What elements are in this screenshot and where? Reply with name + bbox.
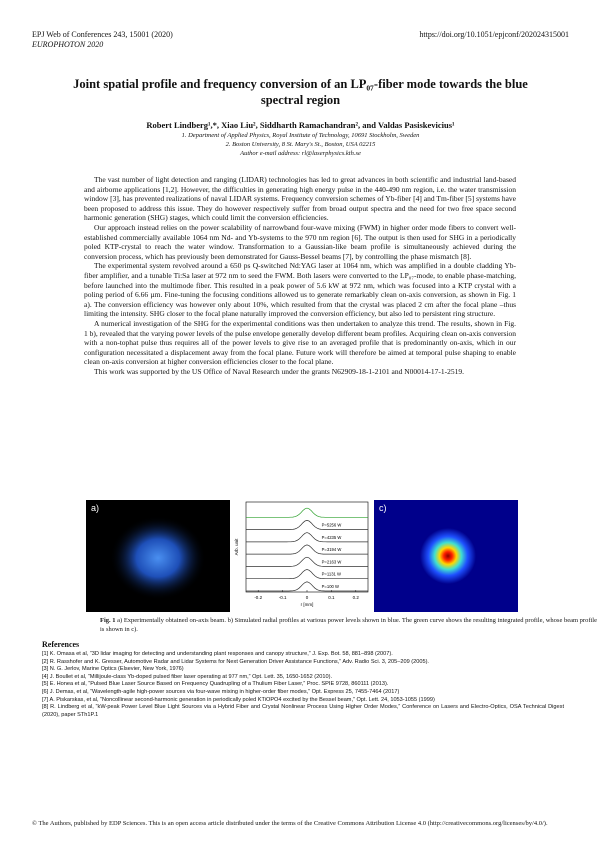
reference: [4] J. Boullet et al, “Millijoule-class Yb-doped pulsed fiber laser operating at 977 nm,” Opt. Lett. 35, 1650-1652 (2010). — [42, 673, 333, 680]
affiliations — [40, 131, 561, 158]
series-label: P=4235 W — [321, 534, 342, 540]
profile-line — [246, 557, 368, 566]
panel-b-radial-profiles — [220, 500, 372, 612]
reference: [7] A. Piskarskas, et al, “Noncollinear second-harmonic generation in periodically poled KTiOPO4 excited by the Bessel beam,” Opt. Lett. 24, 1053-1055 (1999) — [42, 696, 435, 703]
affiliation-1: 1. Department of Applied Physics, Royal Institute of Technology, 10691 Stockholm, Sweden — [181, 132, 420, 139]
abstract-body — [84, 175, 516, 376]
x-tick-label: -0.2 — [254, 595, 263, 600]
reference: [2] R. Rasshofer and K. Gresser, Automotive Radar and Lidar Systems for Next Generation Driver Assistance Functions,” Adv. Radio Sci. 3, 205–209 (2005). — [42, 658, 429, 665]
references-heading: References — [42, 640, 80, 649]
series-label: P=3194 W — [321, 547, 342, 553]
panel-c-simulated-beam — [374, 500, 518, 612]
radial-profile-chart — [232, 500, 372, 612]
reference: [3] N. G. Jerlov, Marine Optics (Elsevier, New York, 1976) — [42, 666, 184, 673]
paragraph: A numerical investigation of the SHG for the experimental conditions was then undertaken to analyze this trend. The results, shown in Fig. 1 b), revealed that the varying power levels of the pulse envelope generally develop different beam profiles. Acquiring clean on-axis conversion with a non-tophat pulse thus requires all of the power levels to give rise to an averaged profile that is predominantly on-axis, which in our configuration necessitated a displacement away from the focal plane. Future work will therefore be aimed at temporal pulse shaping to enable clean on-axis conversion at higher conversion efficiencies closer to the focal plane. — [84, 318, 516, 367]
reference: [1] K. Omasa et al, “3D lidar imaging for detecting and understanding plant responses and canopy structure,” J. Exp. Bot. 58, 881–898 (2007). — [42, 651, 393, 657]
figure-caption — [100, 616, 601, 634]
profile-line — [246, 508, 368, 517]
beam-spot — [110, 516, 206, 600]
reference: [6] J. Demas, et al, “Wavelength-agile high-power sources via four-wave mixing in higher-order fiber modes,” Opt. Express 25, 7455-7464 (2017) — [42, 688, 400, 695]
paragraph: The vast number of light detection and ranging (LIDAR) technologies has led to great advances in both scientific and industrial land-based and airborne applications [1,2]. However, the difficulties in generating high energy pulse in the 440-490 nm region, i.e. the water transmission window [3], has prevented realizations of naval LIDAR systems. Frequency conversion schemes of Yb-fiber [4] and Tm-fiber [5] systems have been proposed to address this issue. They do however respectively suffer from broad output spectra and the need for two free space second harmonic generation (SHG) stages, which could limit the conversion efficiencies. — [84, 175, 516, 223]
panel-a-beam-image — [86, 500, 230, 612]
series-label: P=2163 W — [321, 559, 342, 565]
series-label: P=1131 W — [321, 571, 341, 577]
reference: [5] E. Honea et al, “Pulsed Blue Laser Source Based on Frequency Quadrupling of a Thulium Fiber Laser,” Proc. SPIE 9728, 860111 (2013). — [42, 681, 389, 688]
reference: [8] R. Lindberg et al, “kW-peak Power Level Blue Light Sources via a Hybrid Fiber and Crystal Nonlinear Process Using Higher Order Modes,” Conference on Lasers and Electro-Optics, OSA Technical Digest (2020), paper STh1P.1 — [42, 704, 564, 718]
x-tick-label: 0.1 — [328, 595, 335, 600]
author-email: Author e-mail address: rl@laserphysics.kth.se — [240, 150, 361, 157]
panel-a-label: a) — [91, 503, 100, 513]
paragraph: The experimental system revolved around a 650 ps Q-switched Nd:YAG laser at 1064 nm, which was amplified in a double cladding Yb-fiber amplifier, and a tunable Ti:Sa laser at 972 nm to seed the FWM. Both lasers were converted to the LP₀₇-mode, to enable phase-matching, before launched into the multimode fiber. This resulted in a peak power of 5.6 kW at 972 nm, which was focused into a KTP crystal with a poling period of 6.66 µm. Fine-tuning the focusing conditions allowed us to generate remarkably clean on-axis conversion, as shown in Fig. 1 a). The conversion efficiency was however only about 10%, which resulted from that the crystal was placed 2 cm after the focal plane –thus limiting the intensity. SHG closer to the focal plane naturally improved the conversion efficiency, but also led to persistent ring structure. — [84, 261, 516, 319]
beam-image-svg — [86, 500, 230, 612]
paper-title: Joint spatial profile and frequency conversion of an LP₀₇-fiber mode towards the blue spectral region — [73, 77, 528, 107]
simulated-beam-spot — [420, 528, 476, 584]
y-axis-label: Arb. unit — [234, 538, 239, 556]
caption-lead: Fig. 1 — [100, 617, 116, 624]
license-footer: © The Authors, published by EDP Sciences. This is an open access article distributed under the terms of the Creative Commons Attribution License 4.0 (http://creativecommons.org/licenses/by/4.0/). — [32, 820, 548, 827]
conference-name: EUROPHOTON 2020 — [32, 40, 104, 49]
profile-line — [246, 582, 368, 591]
figure-1 — [86, 500, 518, 612]
profile-line — [246, 570, 368, 579]
caption-text: a) Experimentally obtained on-axis beam. b) Simulated radial profiles at various power levels shown in blue. The green curve shows the resulting integrated profile, whose beam profile is shown in c). — [100, 617, 597, 633]
series-label: P=100 W — [321, 584, 339, 589]
running-header — [32, 30, 173, 50]
panel-b-label: b) — [220, 503, 229, 513]
affiliation-2: 2. Boston University, 8 St. Mary's St., Boston, USA 02215 — [225, 141, 376, 148]
x-axis-label: r [mm] — [300, 602, 314, 607]
panel-c-label: c) — [379, 503, 387, 513]
references — [42, 641, 564, 719]
profile-line — [246, 545, 368, 554]
profile-line — [246, 520, 368, 529]
simulated-beam-svg — [374, 500, 518, 612]
paragraph: Our approach instead relies on the power scalability of narrowband four-wave mixing (FWM) in higher order mode fibers to convert well-established commercially available 1064 nm Nd- and Yb-systems to the 970 nm region [6]. The output is then used for SHG in a periodically poled KTP-crystal to reach the water window. Transformation to a Gaussian-like beam profile is simultaneously achieved during the conversion process, which has previously been demonstrated for Gauss-Bessel beams [7], by controlling the phase mismatch [8]. — [84, 222, 516, 261]
paragraph: This work was supported by the US Office of Naval Research under the grants N62909-18-1-2101 and N00014-17-1-2519. — [94, 366, 464, 376]
doi-link[interactable]: https://doi.org/10.1051/epjconf/202024315001 — [419, 30, 569, 39]
journal-name: EPJ Web of Conferences 243, 15001 (2020) — [32, 30, 173, 39]
x-tick-label: -0.1 — [278, 595, 287, 600]
profile-line — [246, 533, 368, 542]
series-label: P=5256 W — [321, 522, 342, 528]
author-list: Robert Lindberg¹,*, Xiao Liu², Siddharth Ramachandran², and Valdas Pasiskevicius¹ — [146, 120, 455, 130]
x-tick-label: 0.2 — [352, 595, 359, 600]
x-tick-label: 0 — [305, 595, 309, 600]
